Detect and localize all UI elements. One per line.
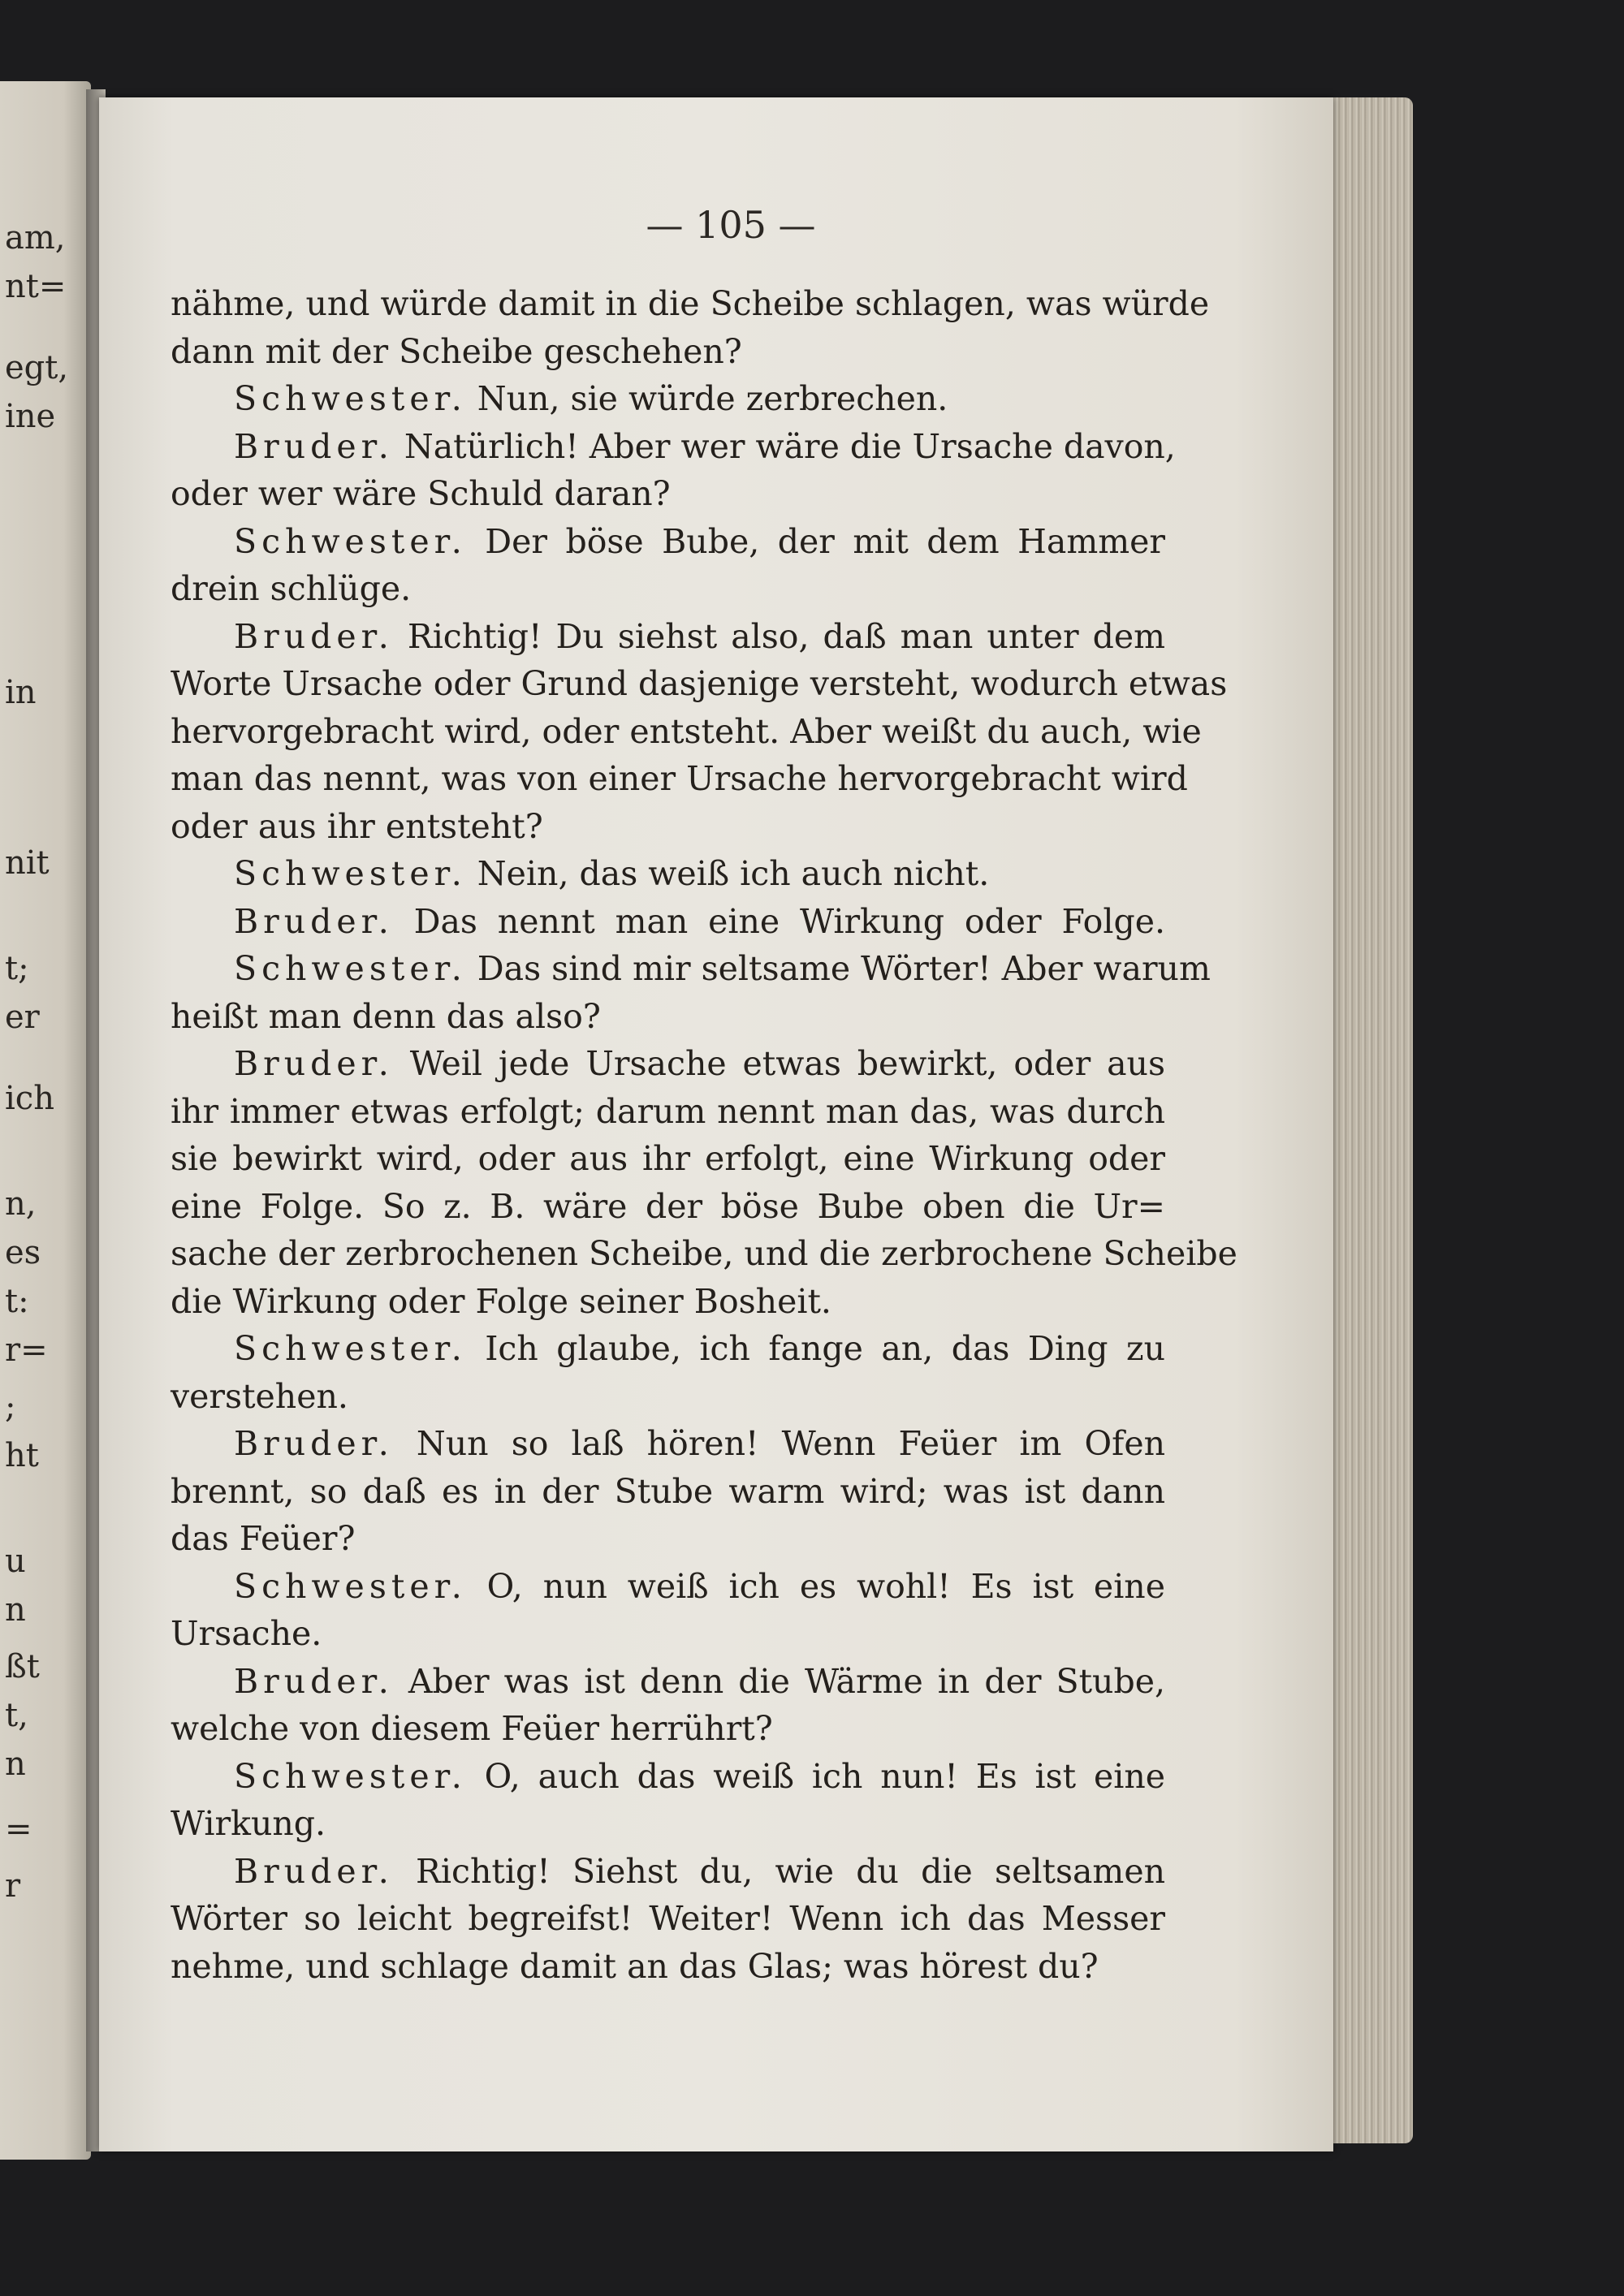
line-text: die Wirkung oder Folge seiner Bosheit.	[171, 1281, 831, 1321]
speaker-label: Bruder.	[234, 426, 394, 466]
line-text: eine Folge. So z. B. wäre der böse Bube oben die Ur=	[171, 1186, 1165, 1226]
left-page-fragment: n	[5, 1746, 26, 1783]
text-line	[171, 518, 1165, 566]
speaker-label: Schwester.	[234, 854, 467, 893]
line-text: hervorgebracht wird, oder entsteht. Aber weißt du auch, wie	[171, 711, 1202, 751]
speaker-label: Bruder.	[234, 1661, 394, 1701]
text-line	[171, 898, 1165, 946]
left-page-fragment: es	[5, 1234, 41, 1271]
text-line	[171, 1943, 1165, 1991]
speaker-label: Schwester.	[234, 521, 467, 561]
line-text: O, auch das weiß ich nun! Es ist eine	[484, 1756, 1165, 1796]
text-line	[171, 375, 1165, 423]
left-page-fragment: t;	[5, 950, 29, 987]
speaker-label: Schwester.	[234, 379, 467, 418]
text-line	[171, 1040, 1165, 1088]
page-text	[171, 280, 1237, 1990]
line-text: Der böse Bube, der mit dem Hammer	[485, 521, 1165, 561]
left-page-fragment: =	[5, 1810, 32, 1848]
speaker-label: Bruder.	[234, 901, 394, 941]
line-text: oder wer wäre Schuld daran?	[171, 474, 671, 513]
line-text: Ursache.	[171, 1614, 322, 1653]
left-page-fragment: t:	[5, 1283, 29, 1320]
left-page-fragment: in	[5, 674, 37, 711]
line-text: heißt man denn das also?	[171, 996, 601, 1036]
text-line	[171, 1753, 1165, 1801]
left-page-fragment: ßt	[5, 1648, 40, 1685]
left-page-fragment: ;	[5, 1388, 16, 1426]
left-page-fragment: n	[5, 1591, 26, 1629]
line-text: Wörter so leicht begreifst! Weiter! Wenn ich das Messer	[171, 1899, 1165, 1938]
text-line	[171, 280, 1210, 328]
line-text: welche von diesem Feüer herrührt?	[171, 1709, 773, 1748]
line-text: dann mit der Scheibe geschehen?	[171, 331, 742, 371]
line-text: Worte Ursache oder Grund dasjenige versteht, wodurch etwas	[171, 664, 1228, 703]
text-line	[171, 1515, 1165, 1563]
text-line	[171, 1325, 1165, 1373]
text-line	[171, 1610, 1165, 1658]
line-text: brennt, so daß es in der Stube warm wird; was ist dann	[171, 1471, 1165, 1511]
text-line	[171, 1183, 1165, 1231]
text-line	[171, 328, 1165, 376]
text-line	[171, 755, 1188, 803]
speaker-label: Schwester.	[234, 1566, 467, 1606]
line-text: oder aus ihr entsteht?	[171, 806, 543, 846]
line-text: sie bewirkt wird, oder aus ihr erfolgt, eine Wirkung oder	[171, 1139, 1165, 1178]
speaker-label: Bruder.	[234, 616, 394, 656]
left-page-edge	[0, 81, 91, 2160]
line-text: man das nennt, was von einer Ursache hervorgebracht wird	[171, 759, 1188, 798]
text-line	[171, 470, 1165, 518]
text-line	[171, 565, 1165, 613]
line-text: Richtig! Siehst du, wie du die seltsamen	[416, 1851, 1165, 1891]
line-text: Nun so laß hören! Wenn Feüer im Ofen	[416, 1424, 1165, 1463]
speaker-label: Schwester.	[234, 1329, 467, 1368]
line-text: Nein, das weiß ich auch nicht.	[477, 854, 990, 893]
line-text: O, nun weiß ich es wohl! Es ist eine	[486, 1566, 1165, 1606]
line-text: sache der zerbrochenen Scheibe, und die zerbrochene Scheibe	[171, 1234, 1237, 1273]
left-page-fragment: r=	[5, 1331, 48, 1369]
line-text: Richtig! Du siehst also, daß man unter dem	[407, 616, 1165, 656]
line-text: nähme, und würde damit in die Scheibe schlagen, was würde	[171, 284, 1210, 323]
speaker-label: Schwester.	[234, 949, 467, 988]
text-line	[171, 1848, 1165, 1896]
text-line	[171, 1420, 1165, 1468]
left-page-fragment: egt,	[5, 349, 69, 386]
text-line	[171, 1278, 1165, 1326]
text-line	[171, 945, 1211, 993]
text-line	[171, 1658, 1165, 1706]
text-line	[171, 613, 1165, 661]
line-text: das Feüer?	[171, 1519, 356, 1558]
text-line	[171, 1468, 1165, 1516]
line-text: Das sind mir seltsame Wörter! Aber warum	[477, 949, 1211, 988]
text-line	[171, 660, 1228, 708]
page-number: — 105 —	[646, 203, 816, 247]
text-line	[171, 1563, 1165, 1611]
left-page-fragment: n,	[5, 1185, 37, 1223]
text-line	[171, 803, 1165, 851]
speaker-label: Bruder.	[234, 1424, 394, 1463]
text-line	[171, 423, 1176, 471]
line-text: Das nennt man eine Wirkung oder Folge.	[413, 901, 1165, 941]
left-page-fragment: ich	[5, 1080, 54, 1117]
line-text: Ich glaube, ich fange an, das Ding zu	[485, 1329, 1165, 1368]
left-page-fragment: er	[5, 999, 40, 1036]
line-text: Aber was ist denn die Wärme in der Stube,	[408, 1661, 1165, 1701]
text-line	[171, 1895, 1165, 1943]
text-line	[171, 993, 1165, 1041]
left-page-fragment: ine	[5, 398, 56, 435]
text-line	[171, 1230, 1237, 1278]
text-line	[171, 1135, 1165, 1183]
left-page-fragment: t,	[5, 1697, 28, 1734]
line-text: Nun, sie würde zerbrechen.	[477, 379, 948, 418]
line-text: drein schlüge.	[171, 569, 412, 608]
line-text: Wirkung.	[171, 1804, 326, 1843]
line-text: ihr immer etwas erfolgt; darum nennt man das, was durch	[171, 1091, 1165, 1131]
left-page-fragment: nit	[5, 844, 50, 882]
left-page-fragment: r	[5, 1867, 21, 1905]
line-text: Weil jede Ursache etwas bewirkt, oder aus	[409, 1044, 1165, 1083]
left-page-fragment: ht	[5, 1437, 39, 1474]
line-text: nehme, und schlage damit an das Glas; was hörest du?	[171, 1946, 1099, 1986]
line-text: verstehen.	[171, 1376, 348, 1416]
text-line	[171, 850, 1165, 898]
speaker-label: Bruder.	[234, 1044, 394, 1083]
line-text: Natürlich! Aber wer wäre die Ursache davon,	[404, 426, 1176, 466]
text-line	[171, 1800, 1165, 1848]
speaker-label: Schwester.	[234, 1756, 467, 1796]
text-line	[171, 1373, 1165, 1421]
text-line	[171, 1705, 1165, 1753]
left-page-fragment: nt=	[5, 268, 67, 305]
text-line	[171, 708, 1202, 756]
left-page-fragment: am,	[5, 219, 66, 257]
left-page-fragment: u	[5, 1543, 26, 1580]
speaker-label: Bruder.	[234, 1851, 394, 1891]
text-line	[171, 1088, 1165, 1136]
